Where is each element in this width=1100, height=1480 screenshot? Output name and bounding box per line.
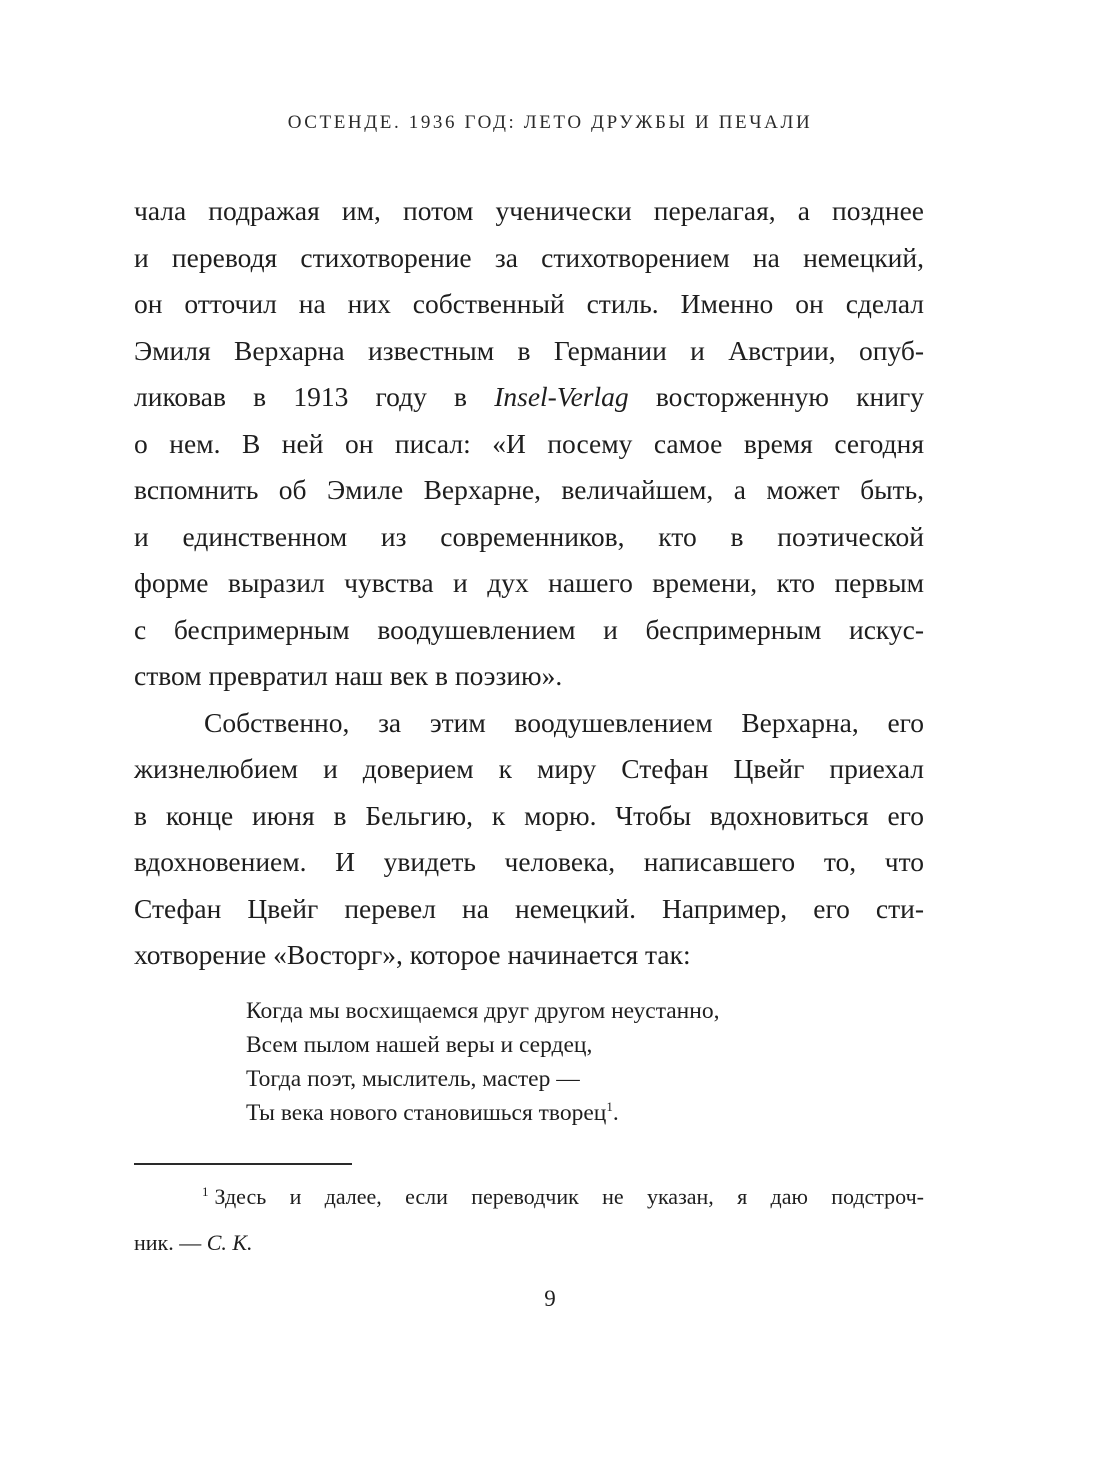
footnote-text: Здесь и далее, если переводчик не указан, я даю подстроч- [214, 1184, 924, 1209]
text-line: ством превратил наш век в поэзию». [134, 660, 563, 691]
text-line: и переводя стихотворение за стихотворением на немецкий, [134, 241, 924, 273]
text-line: в конце июня в Бельгию, к морю. Чтобы вдохновиться его [134, 799, 924, 831]
text-line: форме выразил чувства и дух нашего времени, кто первым [134, 567, 924, 598]
text-line [134, 374, 924, 421]
poem-line: Тогда поэт, мыслитель, мастер — [246, 1066, 580, 1092]
text-line: вдохновением. И увидеть человека, написавшего то, что [134, 846, 924, 877]
text-line: вспомнить об Эмиле Верхарне, величайшем, а может быть, [134, 474, 924, 505]
text-line: о нем. В ней он писал: «И посему самое время сегодня [134, 427, 924, 459]
footnote-divider [134, 1163, 352, 1165]
text-line: жизнелюбием и доверием к миру Стефан Цвейг приехал [134, 753, 924, 784]
poem-line [246, 1096, 719, 1130]
footnote [134, 1174, 924, 1266]
text-segment: ликовав в 1913 году в [134, 381, 495, 412]
page-number: 9 [544, 1286, 556, 1311]
text-segment: восторженную книгу [628, 381, 924, 412]
footnote-marker: 1 [202, 1184, 209, 1199]
poem-quote [246, 994, 719, 1130]
text-line: и единственном из современников, кто в поэтической [134, 520, 924, 552]
poem-line: Когда мы восхищаемся друг другом неустанно, [246, 998, 720, 1024]
text-line: чала подражая им, потом ученически перелагая, а позднее [134, 195, 924, 226]
text-line: он отточил на них собственный стиль. Именно он сделал [134, 288, 924, 319]
text-line: хотворение «Восторг», которое начинается так: [134, 939, 691, 970]
poem-line: Всем пылом нашей веры и сердец, [246, 1032, 593, 1058]
footnote-line [134, 1174, 924, 1220]
footnote-author-initials: С. К. [206, 1230, 253, 1255]
text-line: Эмиля Верхарна известным в Германии и Австрии, опуб- [134, 334, 924, 366]
paragraph-2 [134, 700, 924, 979]
footnote-text: ник. — [134, 1230, 207, 1255]
footnote-line [134, 1220, 924, 1266]
body-text [134, 188, 924, 979]
publisher-name: Insel-Verlag [494, 381, 629, 412]
poem-line-text: Ты века нового становишься творец [246, 1100, 607, 1126]
text-line: Стефан Цвейг перевел на немецкий. Например, его сти- [134, 892, 924, 924]
running-head: ОСТЕНДЕ. 1936 ГОД: ЛЕТО ДРУЖБЫ И ПЕЧАЛИ [287, 112, 813, 133]
text-line: Собственно, за этим воодушевлением Верхарна, его [204, 706, 924, 738]
paragraph-1 [134, 188, 924, 700]
footnote-reference[interactable]: 1 [606, 1099, 613, 1114]
text-line: с беспримерным воодушевлением и беспримерным искус- [134, 613, 924, 645]
poem-end-punctuation: . [612, 1100, 619, 1126]
